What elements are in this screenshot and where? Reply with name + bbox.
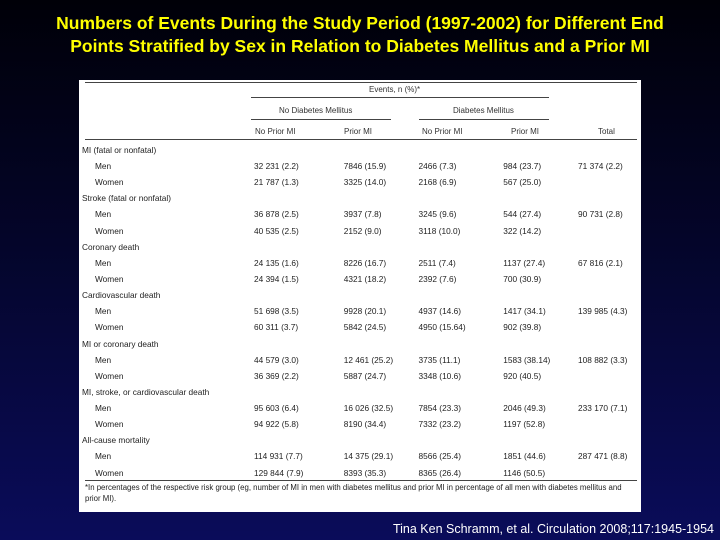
section-label: MI or coronary death bbox=[82, 338, 159, 349]
table-cell bbox=[578, 319, 638, 335]
row-label: Women bbox=[95, 467, 124, 478]
table-cell: 2466 (7.3) bbox=[418, 161, 457, 172]
table-cell bbox=[578, 416, 638, 432]
table-cell bbox=[578, 464, 638, 480]
no-dm-subgroup-rule bbox=[251, 119, 391, 120]
section-label: All-cause mortality bbox=[82, 435, 150, 446]
table-cell: 114 931 (7.7) bbox=[254, 451, 303, 462]
table-row bbox=[82, 368, 638, 384]
top-rule bbox=[85, 82, 637, 83]
table-cell: 3118 (10.0) bbox=[418, 225, 461, 236]
table-cell: 24 135 (1.6) bbox=[254, 257, 299, 268]
table-cell: 544 (27.4) bbox=[503, 209, 542, 220]
table-row bbox=[82, 255, 638, 271]
table-cell: 14 375 (29.1) bbox=[343, 451, 394, 462]
table-cell: 1417 (34.1) bbox=[503, 306, 546, 317]
table-cell: 2168 (6.9) bbox=[418, 177, 457, 188]
table-cell: 3735 (11.1) bbox=[418, 354, 461, 365]
table-cell bbox=[578, 368, 638, 384]
row-label: Women bbox=[95, 177, 124, 188]
section-row bbox=[82, 432, 638, 448]
table-cell: 4937 (14.6) bbox=[418, 306, 461, 317]
table-cell: 8190 (34.4) bbox=[343, 419, 387, 430]
row-label: Men bbox=[95, 402, 112, 413]
col-header-total: Total bbox=[598, 127, 615, 136]
footnote-rule bbox=[85, 480, 637, 481]
table-row bbox=[82, 206, 638, 222]
row-label: Men bbox=[95, 451, 112, 462]
table-row bbox=[82, 303, 638, 319]
table-cell: 139 985 (4.3) bbox=[578, 306, 628, 317]
table-cell: 44 579 (3.0) bbox=[254, 354, 299, 365]
table-row bbox=[82, 352, 638, 368]
table-cell: 1197 (52.8) bbox=[503, 419, 546, 430]
table-cell: 71 374 (2.2) bbox=[578, 161, 623, 172]
table-cell: 567 (25.0) bbox=[503, 177, 542, 188]
col-header-dm-no-prior-mi: No Prior MI bbox=[422, 127, 463, 136]
table-cell: 108 882 (3.3) bbox=[578, 354, 628, 365]
table-footnote: *In percentages of the respective risk group (eg, number of MI in men with diabetes mellitus and prior MI in percentage of all men with diabetes mellitus and prior MI). bbox=[85, 483, 622, 503]
table-row bbox=[82, 174, 638, 190]
table-row bbox=[82, 400, 638, 416]
table-row bbox=[82, 464, 638, 480]
section-row bbox=[82, 287, 638, 303]
table-cell: 8226 (16.7) bbox=[343, 257, 387, 268]
table-cell: 287 471 (8.8) bbox=[578, 451, 628, 462]
table-cell: 95 603 (6.4) bbox=[254, 402, 299, 413]
table-cell: 40 535 (2.5) bbox=[254, 225, 299, 236]
table-cell: 36 878 (2.5) bbox=[254, 209, 299, 220]
col-header-dm-prior-mi: Prior MI bbox=[511, 127, 539, 136]
table-panel bbox=[79, 80, 641, 512]
row-label: Women bbox=[95, 322, 124, 333]
row-label: Men bbox=[95, 209, 112, 220]
section-label: Coronary death bbox=[82, 241, 140, 252]
table-cell: 4321 (18.2) bbox=[343, 274, 387, 285]
table-cell: 32 231 (2.2) bbox=[254, 161, 299, 172]
table-cell: 322 (14.2) bbox=[503, 225, 542, 236]
events-group-header: Events, n (%)* bbox=[369, 85, 421, 94]
table-cell: 7332 (23.2) bbox=[418, 419, 461, 430]
table-row bbox=[82, 223, 638, 239]
row-label: Men bbox=[95, 161, 112, 172]
events-group-rule bbox=[251, 97, 549, 98]
table-cell: 1146 (50.5) bbox=[503, 467, 546, 478]
row-label: Men bbox=[95, 354, 112, 365]
table-cell bbox=[578, 174, 638, 190]
row-label: Women bbox=[95, 225, 124, 236]
table-cell: 8393 (35.3) bbox=[343, 467, 387, 478]
row-label: Men bbox=[95, 257, 112, 268]
table-cell: 1851 (44.6) bbox=[503, 451, 546, 462]
no-dm-subgroup-header: No Diabetes Mellitus bbox=[279, 106, 353, 115]
table-cell: 21 787 (1.3) bbox=[254, 177, 299, 188]
section-row bbox=[82, 384, 638, 400]
table-cell: 2511 (7.4) bbox=[418, 257, 456, 268]
table-cell: 902 (39.8) bbox=[503, 322, 542, 333]
table-cell: 9928 (20.1) bbox=[343, 306, 387, 317]
table-cell: 4950 (15.64) bbox=[418, 322, 466, 333]
table-cell: 920 (40.5) bbox=[503, 370, 542, 381]
table-row bbox=[82, 271, 638, 287]
title-line-2: Points Stratified by Sex in Relation to Diabetes Mellitus and a Prior MI bbox=[70, 36, 650, 56]
table-cell: 16 026 (32.5) bbox=[343, 402, 394, 413]
events-table bbox=[82, 142, 638, 481]
row-label: Women bbox=[95, 274, 124, 285]
section-row bbox=[82, 142, 638, 158]
table-cell: 2152 (9.0) bbox=[343, 225, 382, 236]
table-cell bbox=[578, 223, 638, 239]
table-cell: 3937 (7.8) bbox=[343, 209, 382, 220]
table-cell: 8566 (25.4) bbox=[418, 451, 461, 462]
section-label: MI (fatal or nonfatal) bbox=[82, 145, 157, 155]
section-label: Stroke (fatal or nonfatal) bbox=[82, 193, 172, 204]
col-header-no-dm-no-prior-mi: No Prior MI bbox=[255, 127, 296, 136]
source-citation: Tina Ken Schramm, et al. Circulation 2008;117:1945-1954 bbox=[392, 522, 714, 536]
table-cell: 7854 (23.3) bbox=[418, 402, 461, 413]
table-cell: 1583 (38.14) bbox=[503, 354, 551, 365]
table-cell: 2046 (49.3) bbox=[503, 402, 546, 413]
row-label: Women bbox=[95, 370, 124, 381]
table-cell: 60 311 (3.7) bbox=[254, 322, 299, 333]
table-cell: 51 698 (3.5) bbox=[254, 306, 299, 317]
table-row bbox=[82, 158, 638, 174]
table-cell: 24 394 (1.5) bbox=[254, 274, 299, 285]
dm-subgroup-header: Diabetes Mellitus bbox=[453, 106, 514, 115]
col-header-no-dm-prior-mi: Prior MI bbox=[344, 127, 372, 136]
table-cell: 233 170 (7.1) bbox=[578, 402, 628, 413]
slide-title bbox=[0, 12, 720, 58]
table-cell bbox=[578, 271, 638, 287]
section-row bbox=[82, 190, 638, 206]
table-cell: 3348 (10.6) bbox=[418, 370, 461, 381]
section-row bbox=[82, 336, 638, 352]
dm-subgroup-rule bbox=[419, 119, 549, 120]
table-cell: 94 922 (5.8) bbox=[254, 419, 299, 430]
table-cell: 700 (30.9) bbox=[503, 274, 542, 285]
table-cell: 129 844 (7.9) bbox=[254, 467, 304, 478]
table-cell: 67 816 (2.1) bbox=[578, 257, 623, 268]
table-cell: 5887 (24.7) bbox=[343, 370, 387, 381]
table-cell: 36 369 (2.2) bbox=[254, 370, 299, 381]
table-cell: 90 731 (2.8) bbox=[578, 209, 623, 220]
table-cell: 2392 (7.6) bbox=[418, 274, 457, 285]
table-row bbox=[82, 448, 638, 464]
title-line-1: Numbers of Events During the Study Period (1997-2002) for Different End bbox=[56, 13, 664, 33]
table-cell: 12 461 (25.2) bbox=[343, 354, 394, 365]
table-row bbox=[82, 416, 638, 432]
section-label: Cardiovascular death bbox=[82, 290, 161, 301]
header-bottom-rule bbox=[85, 139, 637, 140]
table-cell: 3245 (9.6) bbox=[418, 209, 457, 220]
table-cell: 5842 (24.5) bbox=[343, 322, 387, 333]
table-cell: 8365 (26.4) bbox=[418, 467, 461, 478]
table-row bbox=[82, 319, 638, 335]
section-label: MI, stroke, or cardiovascular death bbox=[82, 386, 210, 397]
table-cell: 3325 (14.0) bbox=[343, 177, 387, 188]
table-cell: 7846 (15.9) bbox=[343, 161, 387, 172]
row-label: Men bbox=[95, 306, 112, 317]
row-label: Women bbox=[95, 419, 124, 430]
section-row bbox=[82, 239, 638, 255]
table-cell: 984 (23.7) bbox=[503, 161, 542, 172]
table-cell: 1137 (27.4) bbox=[503, 257, 546, 268]
